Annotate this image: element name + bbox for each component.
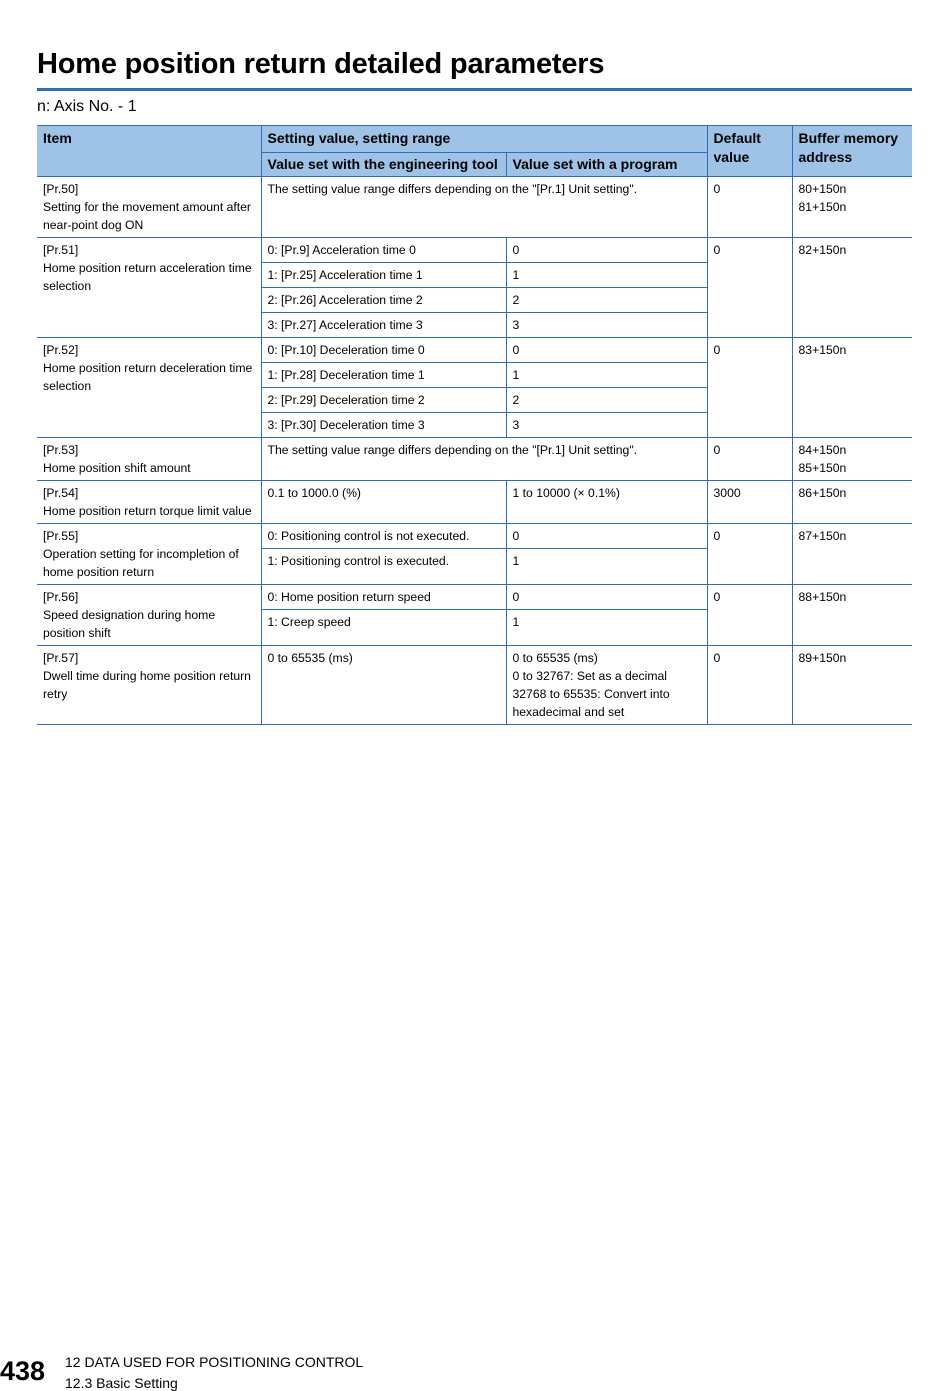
program-cell: 3 [506, 313, 707, 338]
default-cell: 0 [707, 646, 792, 725]
tool-cell: 1: Positioning control is executed. [261, 549, 506, 585]
tool-cell: 3: [Pr.27] Acceleration time 3 [261, 313, 506, 338]
footer-chapter: 12 DATA USED FOR POSITIONING CONTROL [65, 1354, 364, 1370]
setting-cell: The setting value range differs depending on the "[Pr.1] Unit setting". [261, 177, 707, 238]
table-row [37, 646, 912, 725]
page-title: Home position return detailed parameters [37, 48, 605, 80]
footer-section: 12.3 Basic Setting [65, 1375, 178, 1391]
item-cell: [Pr.55] Operation setting for incompletion of home position return [37, 524, 261, 585]
buffer-cell: 88+150n [792, 585, 912, 646]
tool-cell: 1: [Pr.28] Deceleration time 1 [261, 363, 506, 388]
program-cell: 1 [506, 363, 707, 388]
table-row [37, 338, 912, 363]
buffer-cell: 82+150n [792, 238, 912, 338]
page-number: 438 [0, 1356, 46, 1386]
program-cell: 3 [506, 413, 707, 438]
tool-cell: 0: [Pr.9] Acceleration time 0 [261, 238, 506, 263]
tool-cell: 0: [Pr.10] Deceleration time 0 [261, 338, 506, 363]
default-cell: 0 [707, 524, 792, 585]
buffer-cell: 83+150n [792, 338, 912, 438]
buffer-cell: 80+150n 81+150n [792, 177, 912, 238]
tool-cell: 2: [Pr.29] Deceleration time 2 [261, 388, 506, 413]
program-cell: 1 [506, 549, 707, 585]
tool-cell: 0.1 to 1000.0 (%) [261, 481, 506, 524]
default-cell: 3000 [707, 481, 792, 524]
item-cell: [Pr.51] Home position return acceleration time selection [37, 238, 261, 338]
program-cell: 1 [506, 610, 707, 646]
header-program: Value set with a program [506, 153, 707, 177]
default-cell: 0 [707, 438, 792, 481]
tool-cell: 0 to 65535 (ms) [261, 646, 506, 725]
buffer-cell: 86+150n [792, 481, 912, 524]
table-row [37, 524, 912, 549]
table-row [37, 177, 912, 238]
default-cell: 0 [707, 238, 792, 338]
default-cell: 0 [707, 177, 792, 238]
tool-cell: 1: Creep speed [261, 610, 506, 646]
default-cell: 0 [707, 585, 792, 646]
item-cell: [Pr.57] Dwell time during home position return retry [37, 646, 261, 725]
program-cell: 2 [506, 288, 707, 313]
program-cell: 1 to 10000 (× 0.1%) [506, 481, 707, 524]
setting-cell: The setting value range differs depending on the "[Pr.1] Unit setting". [261, 438, 707, 481]
tool-cell: 2: [Pr.26] Acceleration time 2 [261, 288, 506, 313]
header-setting: Setting value, setting range [261, 126, 707, 153]
item-cell: [Pr.54] Home position return torque limit value [37, 481, 261, 524]
table-row [37, 481, 912, 524]
program-cell: 0 [506, 585, 707, 610]
table-row [37, 238, 912, 263]
header-tool: Value set with the engineering tool [261, 153, 506, 177]
item-cell: [Pr.50] Setting for the movement amount after near-point dog ON [37, 177, 261, 238]
header-item: Item [37, 126, 261, 177]
default-cell: 0 [707, 338, 792, 438]
program-cell: 0 to 65535 (ms) 0 to 32767: Set as a decimal 32768 to 65535: Convert into hexadecimal and set [506, 646, 707, 725]
program-cell: 2 [506, 388, 707, 413]
parameter-table [37, 125, 912, 725]
table-row [37, 438, 912, 481]
item-cell: [Pr.52] Home position return deceleration time selection [37, 338, 261, 438]
header-default: Default value [707, 126, 792, 177]
item-cell: [Pr.56] Speed designation during home position shift [37, 585, 261, 646]
buffer-cell: 89+150n [792, 646, 912, 725]
program-cell: 1 [506, 263, 707, 288]
title-underline [37, 88, 912, 91]
tool-cell: 3: [Pr.30] Deceleration time 3 [261, 413, 506, 438]
item-cell: [Pr.53] Home position shift amount [37, 438, 261, 481]
buffer-cell: 84+150n 85+150n [792, 438, 912, 481]
buffer-cell: 87+150n [792, 524, 912, 585]
table-row [37, 585, 912, 610]
header-buffer: Buffer memory address [792, 126, 912, 177]
program-cell: 0 [506, 238, 707, 263]
tool-cell: 0: Positioning control is not executed. [261, 524, 506, 549]
program-cell: 0 [506, 338, 707, 363]
axis-note: n: Axis No. - 1 [37, 98, 137, 115]
program-cell: 0 [506, 524, 707, 549]
tool-cell: 1: [Pr.25] Acceleration time 1 [261, 263, 506, 288]
tool-cell: 0: Home position return speed [261, 585, 506, 610]
